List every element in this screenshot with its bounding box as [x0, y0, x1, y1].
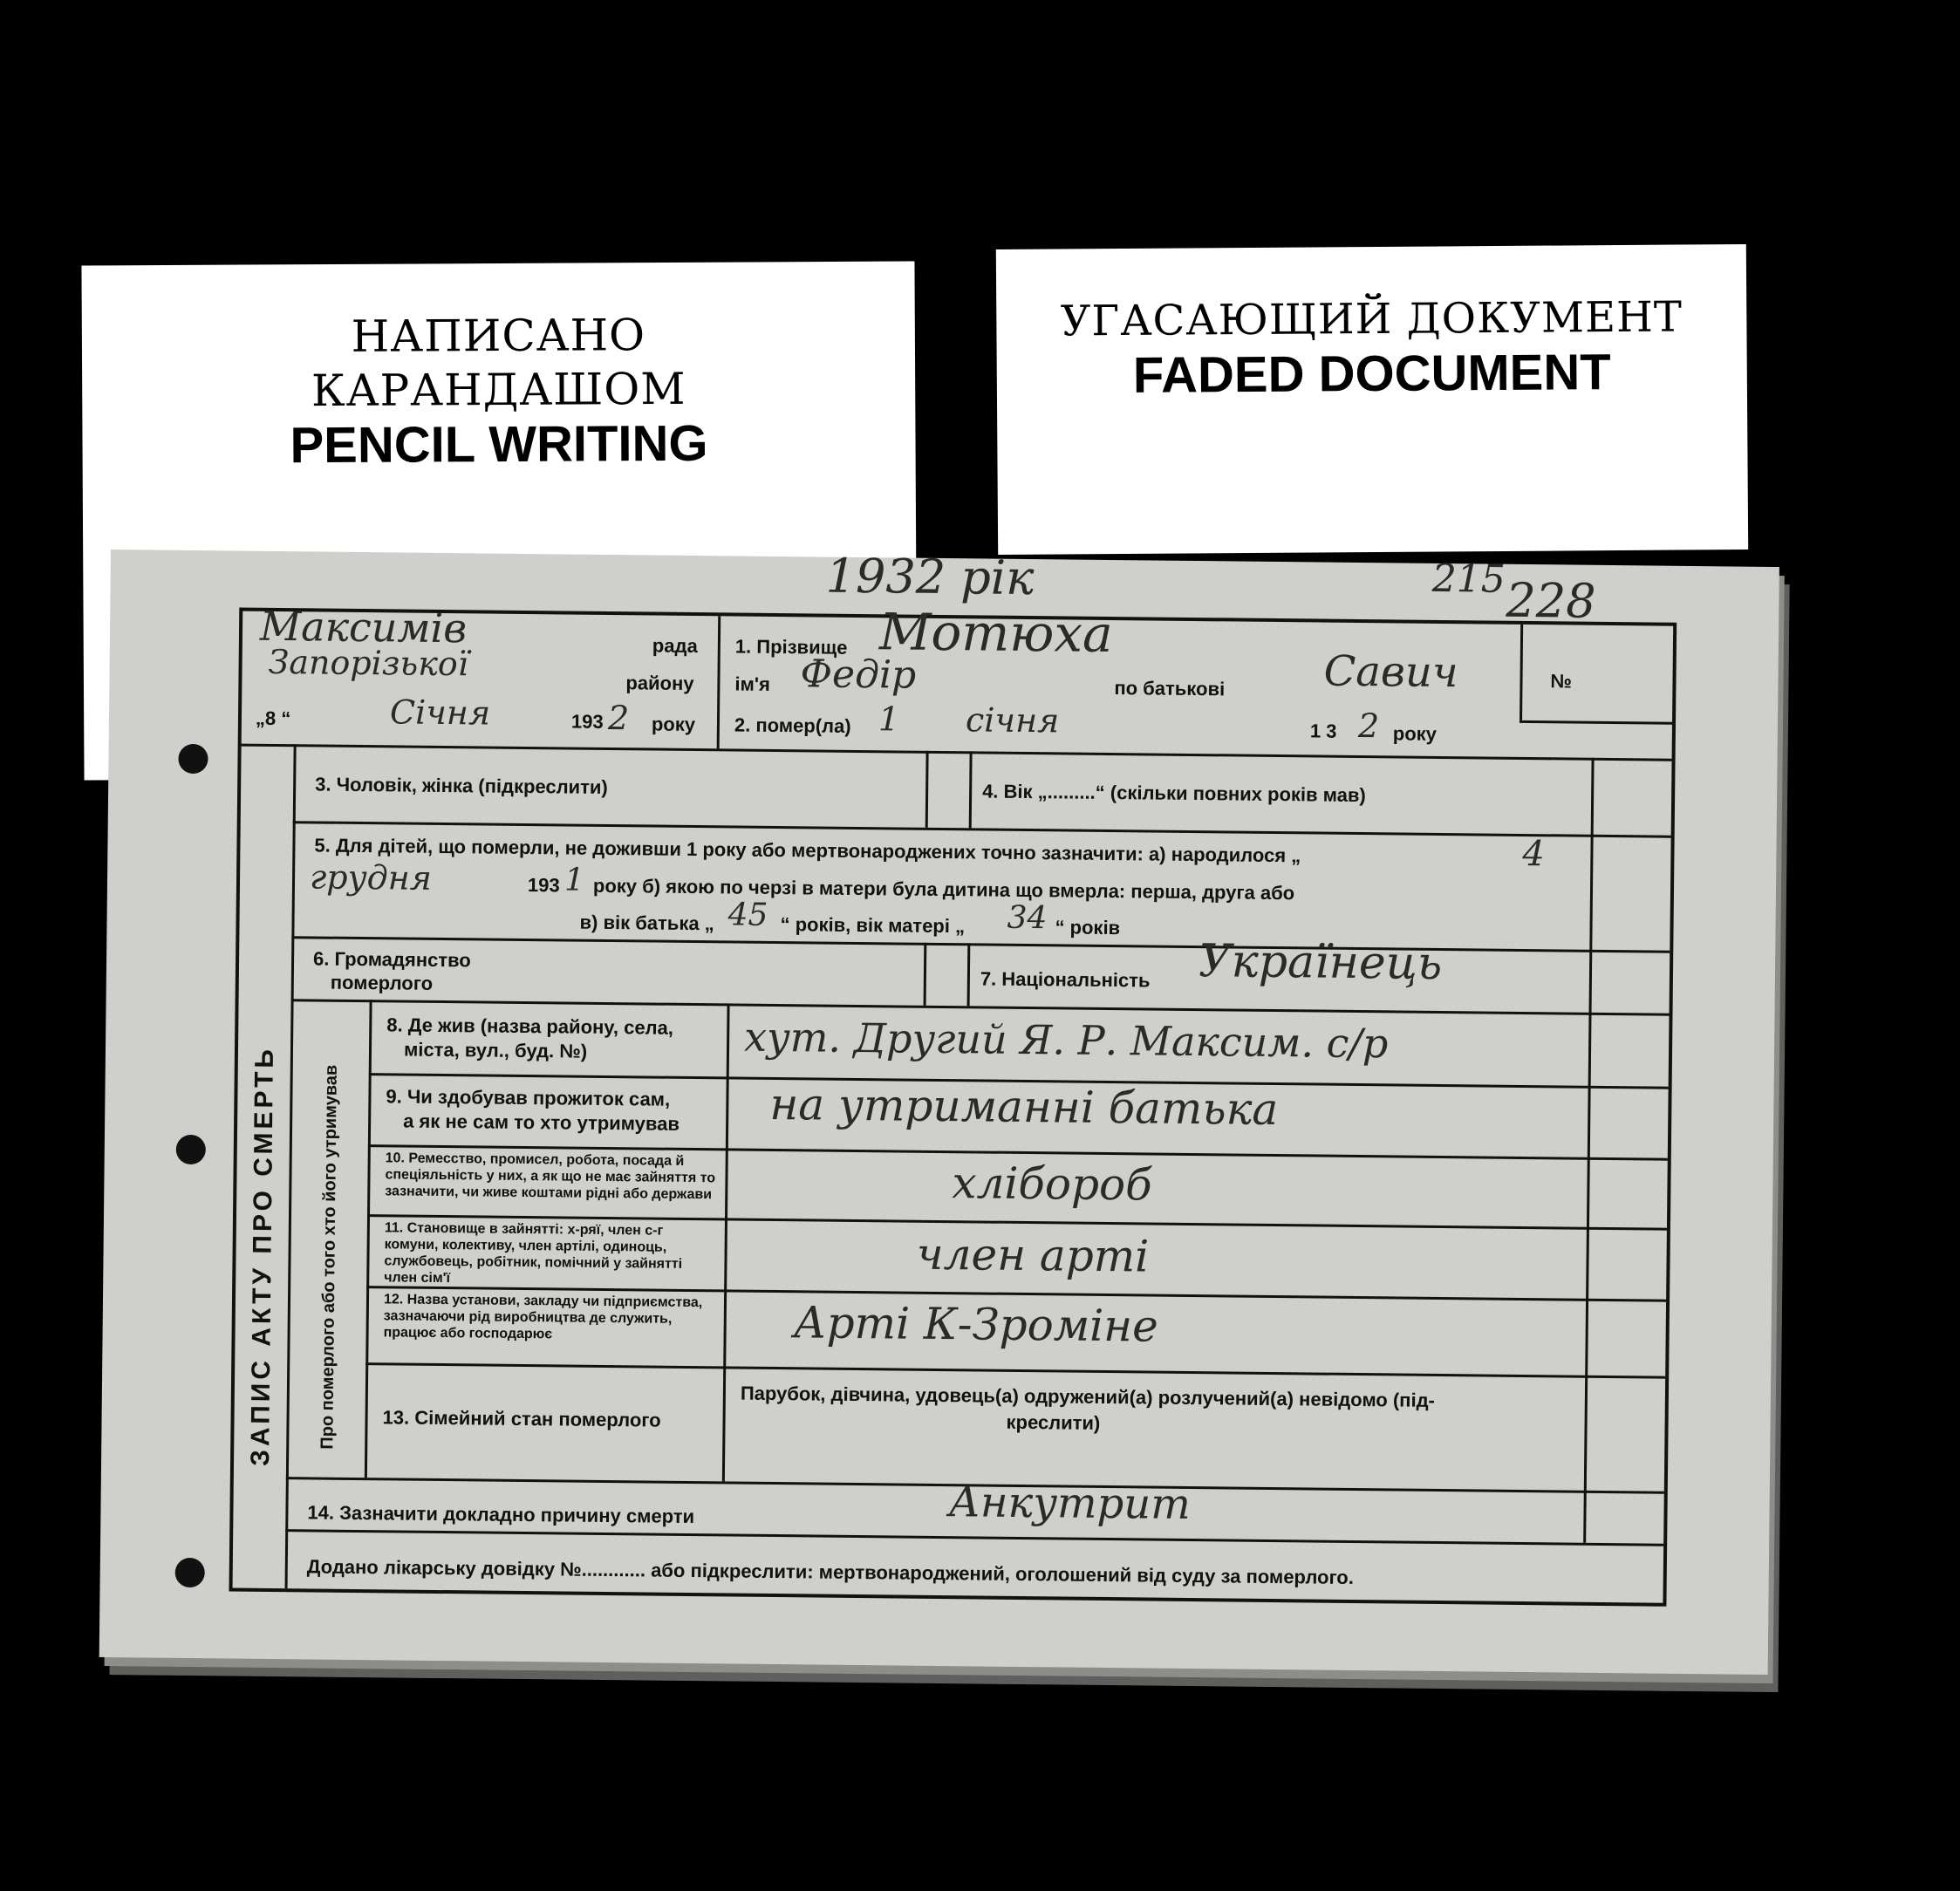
cause-label: 14. Зазначити докладно причину смерти [307, 1501, 695, 1528]
form-grid [229, 602, 1677, 1607]
punch-hole [178, 744, 208, 774]
rayon-label: району [625, 672, 694, 695]
faded-document-card [996, 244, 1748, 555]
divider [285, 1529, 1663, 1546]
status-label: 11. Становище в зайнятті: х-ряї, член с-г комуни, колективу, член артілі, одиноць, службовець, робітник, помічний у зайнятті член сім'ї [384, 1220, 683, 1287]
died-day-handwriting: 1 [878, 700, 900, 739]
children-father-handwriting: 45 [727, 897, 768, 933]
children-year-prefix: 193 [527, 874, 560, 897]
divider [1520, 625, 1523, 720]
card-ru: УГАСАЮЩИЙ ДОКУМЕНТ [1060, 292, 1683, 346]
divider [285, 744, 297, 1588]
citizenship-label-2: померлого [330, 971, 434, 994]
year-heading: 1932 рік [825, 548, 1035, 606]
card-en: PENCIL WRITING [290, 414, 708, 474]
divider [967, 943, 971, 1006]
divider [969, 751, 973, 828]
nationality-label: 7. Національність [980, 967, 1151, 992]
workplace-label: 12. Назва установи, закладу чи підприємства, зазначаючи рід виробництва де служить, працює або господарює [383, 1292, 703, 1342]
occupation-handwriting: хлібороб [952, 1157, 1153, 1211]
died-month-handwriting: січня [965, 700, 1060, 741]
punch-hole [176, 1135, 206, 1164]
died-year-label: 1 3 [1309, 720, 1337, 742]
died-year-handwriting: 2 [1357, 706, 1380, 746]
children-year-handwriting: 1 [563, 862, 585, 898]
livelihood-handwriting: на утриманні батька [769, 1078, 1279, 1136]
residence-label-1: 8. Де жив (назва району, села, [386, 1014, 674, 1039]
divider [722, 1003, 730, 1481]
rada-label: рада [652, 634, 698, 658]
marital-options-2: креслити) [1006, 1410, 1101, 1434]
divider [925, 751, 929, 828]
divider [1583, 758, 1594, 1543]
divider [365, 1362, 1665, 1379]
name-label: ім'я [734, 672, 771, 695]
surname-handwriting: Мотюха [878, 602, 1114, 665]
divider [717, 616, 721, 748]
card-ru-line1: НАПИСАНО [351, 310, 646, 362]
children-month-handwriting: грудня [309, 857, 433, 898]
marital-label: 13. Сімейний стан померлого [382, 1406, 661, 1431]
divider [242, 744, 1672, 761]
children-line1: 5. Для дітей, що померли, не доживши 1 року або мертвонароджених точно зазначити: а) народилося „ [314, 834, 1301, 867]
status-handwriting: член арті [916, 1228, 1150, 1282]
cause-handwriting: Анкутрит [948, 1478, 1192, 1530]
side-main-label: ЗАПИС АКТУ ПРО СМЕРТЬ [246, 1045, 280, 1467]
punch-hole [175, 1558, 205, 1587]
side-group-label: Про померлого або того хто його утримував [318, 1064, 341, 1450]
divider [1520, 720, 1672, 725]
rayon-handwriting: Запорізької [268, 642, 469, 684]
workplace-handwriting: Арті К-Зроміне [793, 1297, 1159, 1352]
roku-label: року [651, 713, 696, 736]
patronymic-label: по батькові [1114, 677, 1226, 700]
children-line2: року б) якою по черзі в матери була дитина що вмерла: перша, друга або [592, 874, 1295, 905]
month-handwriting: Січня [389, 693, 491, 733]
citizenship-label-1: 6. Громадянство [312, 947, 471, 972]
patronymic-handwriting: Савич [1323, 646, 1458, 698]
died-label: 2. помер(ла) [734, 713, 851, 737]
surname-label: 1. Прізвище [734, 635, 848, 659]
nationality-handwriting: Українець [1198, 935, 1443, 991]
footer-note: Додано лікарську довідку №............ або підкреслити: мертвонароджений, оголошений від суду за померлого. [306, 1555, 1355, 1588]
children-father-label: в) вік батька „ [579, 911, 714, 935]
death-record-sheet [99, 550, 1779, 1675]
card-en: FADED DOCUMENT [1132, 344, 1611, 404]
livelihood-label-2: а як не сам то хто утримував [403, 1109, 680, 1135]
residence-handwriting: хут. Другий Я. Р. Максим. с/р [743, 1013, 1389, 1068]
date-quote: „8 “ [255, 707, 291, 730]
died-roku-label: року [1392, 722, 1438, 745]
children-years-label: “ років [1055, 916, 1121, 939]
record-number-old: 215 [1431, 556, 1506, 602]
year-prefix: 193 [570, 710, 604, 733]
rada-handwriting: Максимів [259, 602, 468, 652]
sex-label: 3. Чоловік, жінка (підкреслити) [315, 773, 608, 798]
marital-options-1: Парубок, дівчина, удовець(а) одружений(а) розлучений(а) невідомо (під- [740, 1382, 1436, 1411]
record-number: 228 [1506, 572, 1596, 629]
occupation-label: 10. Ремесство, промисел, робота, посада й спеціяльність у них, а як що не має зайняття то зазначити, чи живе коштами рідні або держави [385, 1150, 716, 1203]
year-digit-handwriting: 2 [607, 698, 630, 738]
children-day-handwriting: 4 [1522, 833, 1546, 875]
name-handwriting: Федір [800, 652, 917, 698]
card-ru-line2: КАРАНДАШОМ [311, 363, 686, 417]
divider [291, 936, 1670, 953]
children-mother-label: “ років, вік матері „ [780, 913, 966, 938]
residence-label-2: міста, вул., буд. №) [403, 1038, 588, 1062]
divider [365, 1000, 372, 1478]
children-mother-handwriting: 34 [1007, 899, 1048, 937]
number-label: № [1550, 670, 1573, 693]
divider [291, 999, 1670, 1016]
age-label: 4. Вік „.........“ (скільки повних років мав) [982, 780, 1366, 807]
livelihood-label-1: 9. Чи здобував прожиток сам, [386, 1085, 671, 1110]
divider [924, 943, 927, 1006]
